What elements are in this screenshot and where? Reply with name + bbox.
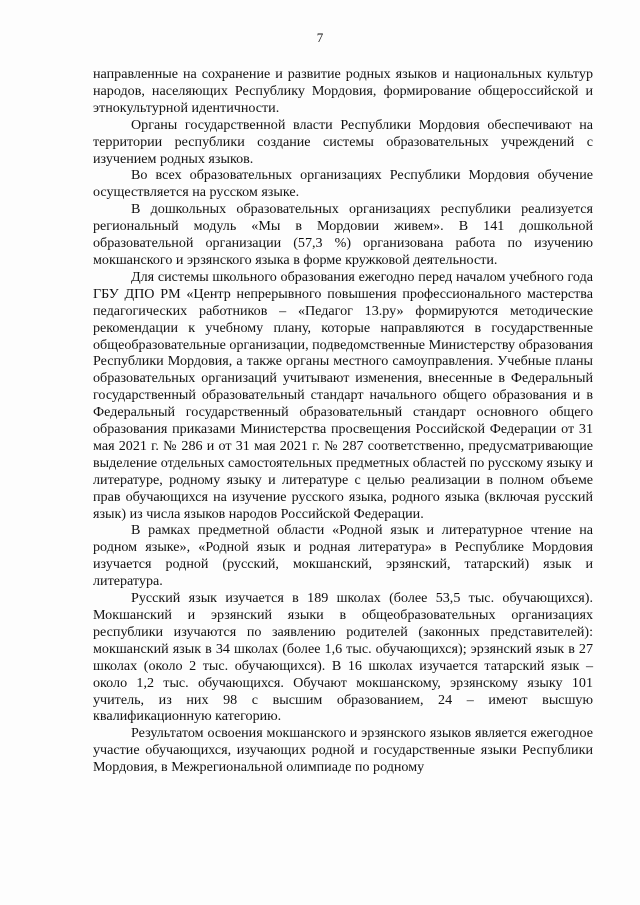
paragraph-government-bodies: Органы государственной власти Республики Мордовия обеспечивают на территории республики создание системы образовательных учреждений с изучением родных языков.	[93, 116, 593, 167]
paragraph-subject-area: В рамках предметной области «Родной язык и литературное чтение на родном языке», «Родной язык и родная литература» в Республике Мордовия изучается родной (русский, мокшанский, эрзянский, татарский) язык и литература.	[93, 522, 593, 590]
paragraph-continuation: направленные на сохранение и развитие родных языков и национальных культур народов, населяющих Республику Мордовия, формирование общероссийской и этнокультурной идентичности.	[93, 66, 593, 116]
page-number: 7	[316, 30, 324, 45]
paragraph-preschool: В дошкольных образовательных организациях республики реализуется региональный модуль «Мы в Мордовии живем». В 141 дошкольной образовательной организации (57,3 %) организована работа по изучению мокшанского и эрзянского языка в форме кружковой деятельности.	[93, 201, 593, 268]
paragraph-language-statistics: Русский язык изучается в 189 школах (более 53,5 тыс. обучающихся). Мокшанский и эрзянский языки в общеобразовательных организациях республики изучаются по заявлению родителей (законных представителей): мокшанский язык в 34 школах (более 1,6 тыс. обучающихся); эрзянский язык в 27 школах (около 2 тыс. обучающихся). В 16 школах изучается татарский язык – около 1,2 тыс. обучающихся. Обучают мокшанскому, эрзянскому языку 101 учитель, из них 98 с высшим образованием, 24 – имеют высшую квалификационную категорию.	[93, 590, 593, 725]
paragraph-olympiad: Результатом освоения мокшанского и эрзянского языков является ежегодное участие обучающихся, изучающих родной и государственные языки Республики Мордовия, в Межрегиональной олимпиаде по родному	[93, 725, 593, 776]
document-body	[93, 66, 593, 776]
paragraph-language-of-instruction: Во всех образовательных организациях Республики Мордовия обучение осуществляется на русском языке.	[93, 167, 593, 201]
paragraph-school-curriculum: Для системы школьного образования ежегодно перед началом учебного года ГБУ ДПО РМ «Центр непрерывного повышения профессионального мастерства педагогических работников – «Педагог 13.ру» формируются методические рекомендации к учебному плану, которые направляются в государственные общеобразовательные организации, подведомственные Министерству образования Республики Мордовия, а также органы местного самоуправления. Учебные планы образовательных организаций учитывают изменения, внесенные в Федеральный государственный образовательный стандарт начального общего образования и в Федеральный государственный образовательный стандарт основного общего образования приказами Министерства просвещения Российской Федерации от 31 мая 2021 г. № 286 и от 31 мая 2021 г. № 287 соответственно, предусматривающие выделение отдельных самостоятельных предметных областей по русскому языку и литературе, родному языку и литературе с целью реализации в полном объеме прав обучающихся на изучение русского языка, родного языка (включая русский язык) из числа языков народов Российской Федерации.	[93, 268, 593, 522]
